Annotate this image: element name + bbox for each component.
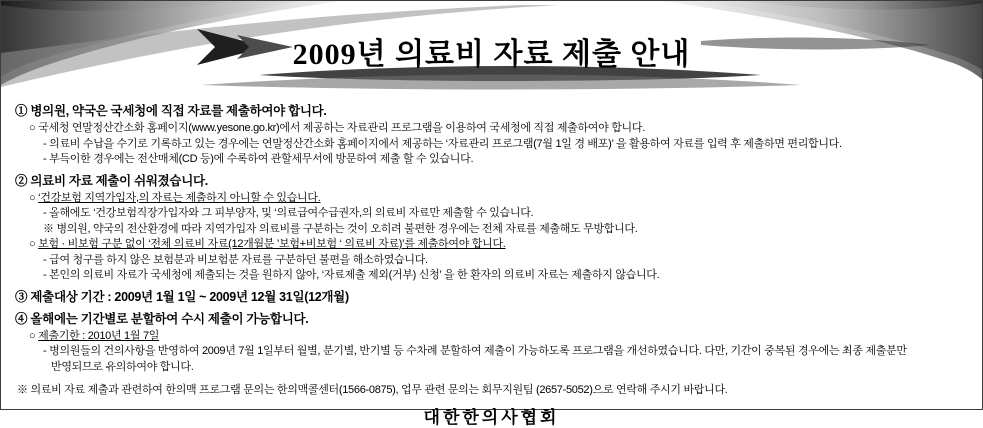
section-title: 병의원, 약국은 국세청에 직접 자료를 제출하여야 합니다. — [30, 104, 327, 118]
list-item — [43, 206, 968, 221]
notice-body — [1, 93, 982, 428]
bullet-marker: ○ — [29, 329, 36, 342]
list-item-text: 제출기한 : 2010년 1월 7일 — [38, 329, 160, 342]
list-item-text: 의료비 수납을 수기로 기록하고 있는 경우에는 연말정산간소화 홈페이지에서 제공하는 ‘자료관리 프로그램(7월 1일 경 배포)’ 을 활용하여 자료를 입력 후 제출하면 편리합니다. — [49, 137, 842, 150]
list-item-text: 본인의 의료비 자료가 국세청에 제출되는 것을 원하지 않아, ‘자료제출 제외(거부) 신청’ 을 한 환자의 의료비 자료는 제출하지 않습니다. — [49, 269, 660, 282]
section-heading — [15, 101, 968, 119]
bullet-marker: ※ — [43, 222, 54, 235]
bullet-marker: - — [43, 207, 47, 220]
list-item — [29, 191, 968, 206]
list-item-text: 급여 청구를 하지 않은 보험분과 비보험분 자료를 구분하던 불편을 해소하였습니다. — [49, 253, 428, 266]
section-title: 제출대상 기간 : 2009년 1월 1일 ~ 2009년 12월 31일(12개월) — [30, 289, 349, 304]
list-item — [29, 329, 968, 344]
bullet-marker: ○ — [29, 122, 36, 134]
list-item-text: 병의원, 약국의 전산환경에 따라 지역가입자 의료비를 구분하는 것이 오히려 불편한 경우에는 전체 자료를 제출해도 무방합니다. — [56, 222, 638, 235]
section-heading — [15, 171, 968, 189]
list-item-text: 올해에도 ‘건강보험직장가입자와 그 피부양자, 및 ‘의료급여수급권자,의 의료비 자료만 제출할 수 있습니다. — [49, 207, 534, 220]
list-item-text: ‘건강보험 지역가입자,의 자료는 제출하지 아니할 수 있습니다. — [38, 191, 321, 204]
section-title: 올해에는 기간별로 분할하여 수시 제출이 가능합니다. — [30, 311, 309, 326]
list-item-text: 병의원들의 건의사항을 반영하여 2009년 7월 1일부터 월별, 분기별, 반기별 등 수차례 분할하여 제출이 가능하도록 프로그램을 개선하였습니다. 다만, 기간이 중복된 경우에는 최종 제출분만 — [49, 345, 907, 358]
list-item-text: 국세청 연말정산간소화 홈페이지(www.yesone.go.kr)에서 제공하는 자료관리 프로그램을 이용하여 국세청에 직접 제출하여야 합니다. — [38, 122, 645, 134]
list-item — [43, 268, 968, 283]
header-banner — [1, 1, 982, 93]
bullet-marker: ○ — [29, 191, 36, 204]
list-item — [43, 253, 968, 268]
section-number: ② — [15, 173, 28, 188]
list-item — [43, 152, 968, 167]
bullet-marker: ○ — [29, 238, 36, 251]
footnote: ※ 의료비 자료 제출과 관련하여 한의맥 프로그램 문의는 한의맥콜센터(1566-0875), 업무 관련 문의는 회무지원팀 (2657-5052)으로 연락해 주시기 바랍니다. — [17, 384, 728, 397]
section-number: ③ — [15, 289, 28, 304]
page-title: 2009년 의료비 자료 제출 안내 — [292, 38, 691, 71]
section-heading — [15, 287, 968, 305]
organization-signature: 대한한의사협회 — [423, 408, 560, 428]
bullet-marker: - — [43, 345, 47, 358]
list-item-text: 부득이한 경우에는 전산매체(CD 등)에 수록하여 관할세무서에 방문하여 제출 할 수 있습니다. — [49, 153, 474, 166]
list-item-continuation: 반영되므로 유의하여야 합니다. — [51, 360, 194, 373]
list-item — [43, 344, 968, 359]
bullet-marker: - — [43, 269, 47, 282]
list-item — [43, 137, 968, 152]
bullet-marker: - — [43, 153, 47, 166]
list-item-text: 보험 · 비보험 구분 없이 ‘전체 의료비 자료(12개월분 ’보험+비보험 ‘ 의료비 자료)’를 제출하여야 합니다. — [38, 238, 506, 251]
bullet-marker: - — [43, 137, 47, 150]
list-item — [29, 237, 968, 252]
bullet-marker: - — [43, 253, 47, 266]
section-number: ① — [15, 104, 28, 118]
list-item — [43, 222, 968, 237]
section-title: 의료비 자료 제출이 쉬워졌습니다. — [30, 173, 208, 188]
section-number: ④ — [15, 311, 28, 326]
list-item — [29, 121, 968, 136]
section-heading — [15, 309, 968, 327]
